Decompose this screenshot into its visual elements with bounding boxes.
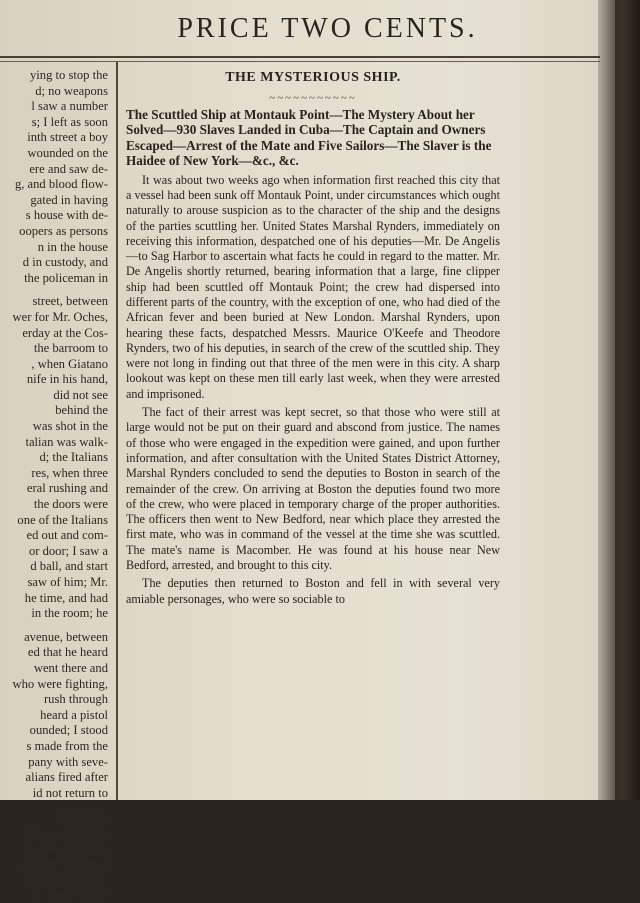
left-column-line: id not return to bbox=[32, 785, 108, 800]
left-column-line bbox=[0, 801, 108, 809]
left-column-line: d; no weapons bbox=[35, 83, 108, 98]
left-column-line: one of the Italians bbox=[17, 512, 108, 527]
left-column-line: ed that he heard bbox=[27, 645, 108, 660]
left-column-line: inth street a boy bbox=[27, 130, 108, 145]
left-column-line: eral rushing and bbox=[26, 481, 108, 496]
left-column-line: was shot in the bbox=[32, 419, 108, 434]
left-column-line: gated in having bbox=[30, 192, 108, 207]
article-paragraph: It was about two weeks ago when information first reached this city that a vessel had been sunk off Montauk Point, under circumstances which ought naturally to arouse suspicion as to the character of the ship and the designs of the parties scuttling her. United States Marshal Rynders, immediately on receiving this information, despatched one of his deputies—Mr. De Angelis—to Sag Harbor to ascertain what facts he could in regard to the matter. Mr. De Angelis shortly returned, bearing information that a large, fine clipper ship had been scuttled off Montauk Point; the crew had dispersed into different parts of the country, with the exception of one, who had died of the African fever and been buried at New London. Marshal Rynders, upon hearing these facts, despatched Messrs. Maurice O'Keefe and Theodore Rynders, two of his deputies, in search of the crew of the scuttled ship. They were not long in finding out that three of the men were in this city. A sharp lookout was kept on these men till early last week, when they were arrested and imprisoned. bbox=[126, 172, 500, 401]
left-column-line: wer for Mr. Oches, bbox=[12, 309, 108, 324]
left-column-line: politan Garden; I bbox=[21, 856, 108, 871]
left-column-line: ere and saw de- bbox=[29, 161, 108, 176]
left-column-line: oopers as persons bbox=[19, 223, 108, 238]
section-title: THE MYSTERIOUS SHIP. bbox=[225, 70, 401, 85]
left-column-line: the policeman in bbox=[24, 270, 108, 285]
left-column-line: the barroom to bbox=[33, 341, 108, 356]
left-column-line: n in the house bbox=[37, 239, 108, 254]
left-column-line: d some shots fir- bbox=[23, 840, 108, 855]
left-column-line: d; the Italians bbox=[39, 450, 108, 465]
masthead-rule-thin bbox=[0, 61, 600, 62]
left-column-line: d ball, and start bbox=[30, 559, 108, 574]
left-column-line: alians fired after bbox=[25, 770, 108, 785]
left-column-line: pany with seve- bbox=[28, 754, 108, 769]
left-column-line: ; I reside in bbox=[50, 809, 108, 824]
article-paragraph: The fact of their arrest was kept secret, so that those who were still at large would not be put on their guard and abscond from justice. The names of those who were engaged in the expedition were gained, and upon further information, and after consultation with the United States District Attorney, Marshal Rynders concluded to send the deputies to Boston in search of the remainder of the crew. On arriving at Boston the deputies found two more of the crew, who were placed in temporary charge of the proper authorities. The officers then went to New Bedford, near which place they arrested the first mate, who was in command of the vessel at the time she was scuttled. The mate's name is Macomber. He was found at his house near New Bedford, arrested, and brought to this city. bbox=[126, 405, 500, 573]
left-column-line: ying to stop the bbox=[29, 68, 108, 82]
page-edge-shadow bbox=[598, 0, 640, 800]
left-column-line: erday at the Cos- bbox=[22, 325, 108, 340]
article-headline: The Scuttled Ship at Montauk Point—The Mystery About her Solved—930 Slaves Landed in Cuba—The Captain and Owners Escaped—Arrest of the Mate and Five Sailors—The Slaver is the Haidee of New York—&c., &c. bbox=[126, 107, 492, 169]
left-column-line: res, when three bbox=[31, 465, 108, 480]
column-divider bbox=[116, 62, 118, 800]
left-column-line: he time, and had bbox=[24, 590, 108, 605]
left-column-line: s, some assist- bbox=[35, 887, 108, 902]
left-column-line: s house with de- bbox=[25, 208, 108, 223]
left-column-line: avenue, between bbox=[24, 629, 108, 644]
left-column-line: saw of him; Mr. bbox=[27, 575, 108, 589]
left-column-line: s; I left as soon bbox=[31, 114, 108, 129]
left-column-line bbox=[0, 622, 108, 630]
masthead-price: PRICE TWO CENTS. bbox=[177, 13, 478, 44]
left-column-line: talian was walk- bbox=[25, 434, 108, 449]
left-column-line: behind the bbox=[55, 403, 108, 418]
left-column-line: ed out and com- bbox=[26, 528, 108, 543]
left-column-line: wounded on the bbox=[27, 145, 108, 160]
left-column-line: ounded; I stood bbox=[29, 723, 108, 738]
left-column-line: rush through bbox=[43, 692, 108, 707]
masthead-rule bbox=[0, 56, 600, 58]
article-body bbox=[126, 173, 500, 607]
left-column-line: s made from the bbox=[26, 738, 108, 753]
left-column-line: lled overRourke, bbox=[23, 871, 108, 886]
left-column-line: the doors were bbox=[33, 497, 108, 512]
left-column-line: or door; I saw a bbox=[28, 543, 108, 558]
left-column-line: g, and blood flow- bbox=[14, 177, 108, 192]
left-column-line: , when Giatano bbox=[31, 356, 108, 371]
article-paragraph: The deputies then returned to Boston and fell in with several very amiable personages, who were so sociable to bbox=[126, 576, 500, 606]
left-column-line: d in custody, and bbox=[22, 255, 108, 270]
article-column bbox=[126, 66, 500, 800]
left-column-line: street, between bbox=[32, 294, 108, 309]
left-column-line: in the room; he bbox=[31, 606, 108, 621]
left-column-line: did not see bbox=[53, 387, 108, 402]
left-column-line: heard a pistol bbox=[40, 707, 108, 722]
left-column-line: went there and bbox=[33, 660, 108, 675]
left-column-line bbox=[0, 286, 108, 294]
left-column-line: who were fighting, bbox=[12, 676, 108, 691]
left-column-line: l saw a number bbox=[31, 99, 108, 114]
left-column-line: nife in his hand, bbox=[26, 372, 108, 387]
title-ornament: ~~~~~~~~~~~ bbox=[269, 92, 357, 104]
left-column-text bbox=[0, 68, 108, 902]
left-column-line: e; I was going to bbox=[24, 824, 108, 839]
